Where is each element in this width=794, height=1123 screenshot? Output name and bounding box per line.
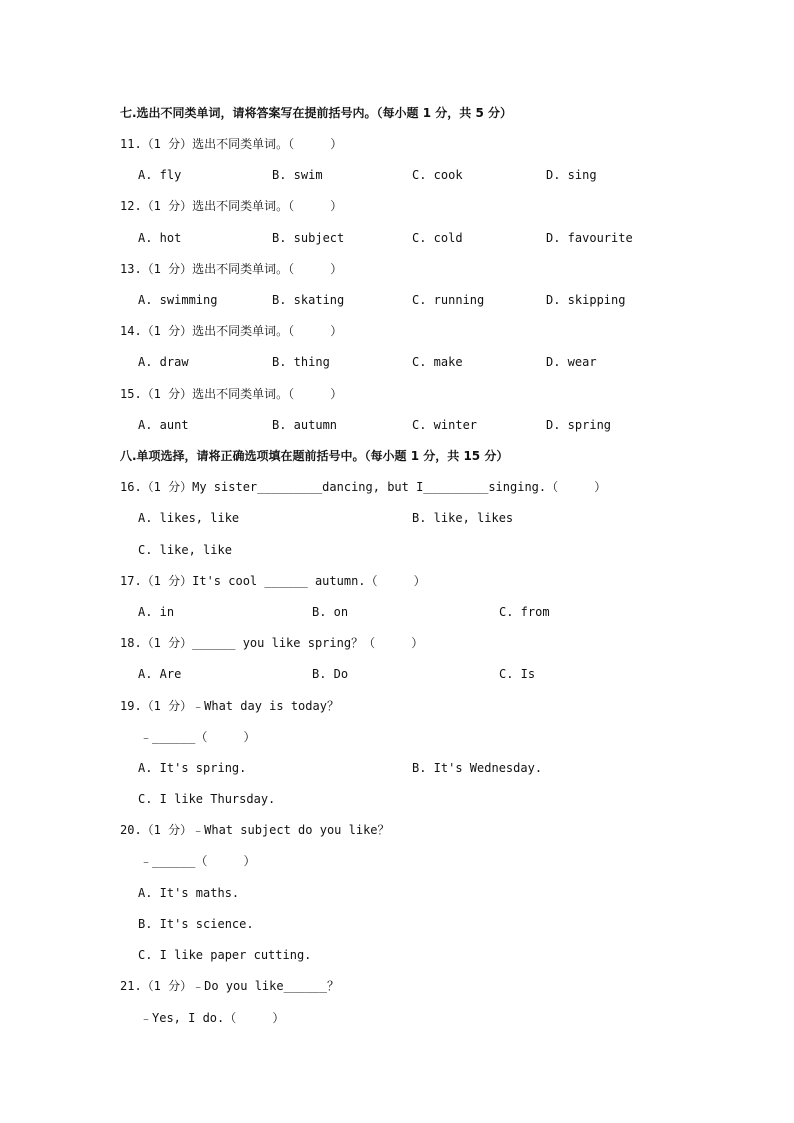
q15-option-b: B. autumn: [272, 418, 338, 432]
q17-option-b: B. on: [312, 605, 349, 619]
q12-option-a: A. hot: [138, 231, 182, 245]
q12-option-d: D. favourite: [546, 231, 633, 245]
question-11-stem: 11.（1 分）选出不同类单词。（ ）: [120, 137, 343, 151]
question-16-stem: 16.（1 分）My sister_________dancing, but I_________singing.（ ）: [120, 480, 607, 494]
question-13-stem: 13.（1 分）选出不同类单词。（ ）: [120, 262, 343, 276]
q11-option-d: D. sing: [546, 168, 597, 182]
question-20-stem: 20.（1 分）﹣What subject do you like？: [120, 823, 390, 837]
q15-option-d: D. spring: [546, 418, 612, 432]
q13-option-c: C. running: [412, 293, 485, 307]
q14-option-b: B. thing: [272, 355, 330, 369]
q16-option-a: A. likes, like: [138, 511, 240, 525]
q20-option-b: B. It's science.: [138, 917, 254, 931]
q14-option-c: C. make: [412, 355, 463, 369]
q14-option-d: D. wear: [546, 355, 597, 369]
q15-option-a: A. aunt: [138, 418, 189, 432]
question-15-stem: 15.（1 分）选出不同类单词。（ ）: [120, 387, 343, 401]
q12-option-b: B. subject: [272, 231, 345, 245]
q13-option-b: B. skating: [272, 293, 345, 307]
q18-option-a: A. Are: [138, 667, 182, 681]
question-19-stem: 19.（1 分）﹣What day is today？: [120, 699, 339, 713]
q19-option-c: C. I like Thursday.: [138, 792, 276, 806]
q19-option-a: A. It's spring.: [138, 761, 247, 775]
section-7-heading: 七.选出不同类单词，请将答案写在提前括号内。（每小题 1 分，共 5 分）: [120, 106, 512, 120]
q20-option-c: C. I like paper cutting.: [138, 948, 312, 962]
question-12-stem: 12.（1 分）选出不同类单词。（ ）: [120, 199, 343, 213]
q20-option-a: A. It's maths.: [138, 886, 240, 900]
q13-option-a: A. swimming: [138, 293, 218, 307]
q15-option-c: C. winter: [412, 418, 478, 432]
q18-option-b: B. Do: [312, 667, 349, 681]
q16-option-b: B. like, likes: [412, 511, 514, 525]
question-17-stem: 17.（1 分）It's cool ______ autumn.（ ）: [120, 574, 426, 588]
q17-option-a: A. in: [138, 605, 175, 619]
q11-option-c: C. cook: [412, 168, 463, 182]
q19-option-b: B. It's Wednesday.: [412, 761, 543, 775]
question-21-stem: 21.（1 分）﹣Do you like______？: [120, 979, 339, 993]
q21-reply-line: ﹣Yes, I do.（ ）: [140, 1011, 285, 1025]
q18-option-c: C. Is: [499, 667, 536, 681]
q17-option-c: C. from: [499, 605, 550, 619]
question-18-stem: 18.（1 分）______ you like spring？（ ）: [120, 636, 424, 650]
q16-option-c: C. like, like: [138, 543, 232, 557]
q11-option-a: A. fly: [138, 168, 182, 182]
q11-option-b: B. swim: [272, 168, 323, 182]
question-14-stem: 14.（1 分）选出不同类单词。（ ）: [120, 324, 343, 338]
q19-reply-line: ﹣______（ ）: [140, 730, 256, 744]
section-8-heading: 八.单项选择，请将正确选项填在题前括号中。（每小题 1 分，共 15 分）: [120, 449, 509, 463]
q14-option-a: A. draw: [138, 355, 189, 369]
q12-option-c: C. cold: [412, 231, 463, 245]
q20-reply-line: ﹣______（ ）: [140, 854, 256, 868]
q13-option-d: D. skipping: [546, 293, 626, 307]
